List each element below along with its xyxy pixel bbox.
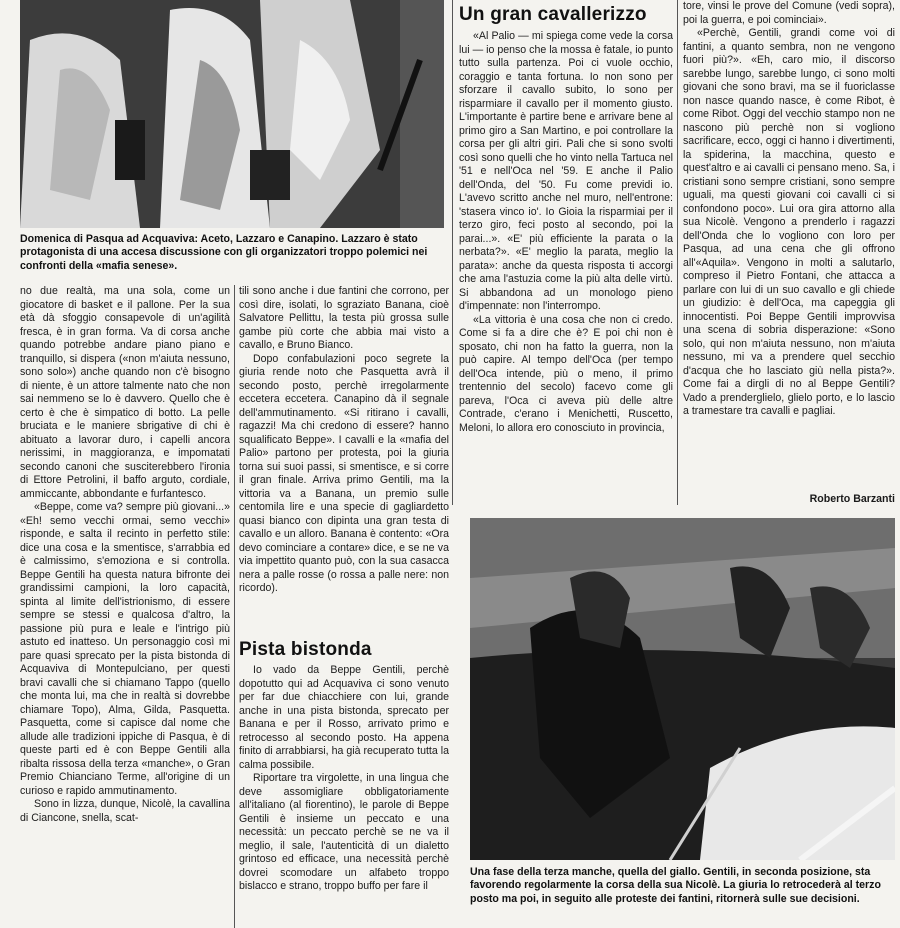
column-divider	[677, 0, 678, 505]
bottom-photo	[470, 518, 895, 860]
paragraph: no due realtà, ma una sola, come un giocatore di basket e il pallone. Per la sua età dà sfoggio consapevole di un'agilità fresca, è in gran forma. Va di corsa anche quando potrebbe andare piano piano e tranquillo, si dispera («non m'aiuta nessuno, sono solo») anche quando non c'è bisogno di niente, è un attore talmente nato che non sai nemmeno se lo è davvero. Quello che è certo è che è simpatico di botto. La pelle bruciata e le maniere sbrigative di chi è abituato a lavorar duro, i capelli ancora nerissimi, in maggioranza, e impomatati secondo canoni che susciterebbero l'ironia di Ettore Petrolini, il baffo arguto, cordiale, ammiccante, abbondante e furfantesco.	[20, 285, 230, 500]
photo-horse-race-image	[470, 518, 895, 860]
article-column-2-top	[239, 285, 449, 630]
paragraph: Sono in lizza, dunque, Nicolè, la cavallina di Ciancone, snella, scat-	[20, 798, 230, 824]
paragraph: «Al Palio — mi spiega come vede la corsa lui — io penso che la mossa è fatale, io punto tutto sulla partenza. Poi ci vuole occhio, coraggio e tanta fortuna. Io non sono per sforzare il cavallo subito, lo sono per risparmiare il cavallo per il momento giusto. L'importante è partire bene e arrivare bene al primo giro a San Martino, e poi controllare la corsa per gli altri giri. Pali che si sono svolti così sono quelli che ho vinto nella Tartuca nel '51 e nell'Oca nel '59. E anche il Palio dell'Onda, del '50. Fu come previdi io. L'avevo scritto anche nel muro, nell'entrone: 'stasera vinco io'. Io Gioia la risparmiai per il terzo giro, feci posto al secondo, poi la parai...». «E' più efficiente la parata o la nerbata?». «E' meglio la parata, meglio la parata»: anche da questa risposta ti accorgi che ama l'astuzia come la più alta delle virtù. Si abbandona ad un monologo pieno d'impennate: non l'interrompo.	[459, 30, 673, 312]
bottom-photo-caption: Una fase della terza manche, quella del giallo. Gentili, in seconda posizione, sta favorendo regolarmente la corsa della sua Nicolè. La giuria lo retrocederà al terzo posto ma poi, in seguito alle proteste dei fantini, ritornerà sulle sue decisioni.	[470, 866, 881, 905]
paragraph: «Beppe, come va? sempre più giovani...» «Eh! semo vecchi ormai, semo vecchi» risponde, e salta il recinto in perfetto stile: dice una cosa e la smentisce, s'arrabbia ed è calmissimo, s'emoziona e si controlla. Beppe Gentili ha questa natura bifronte dei grandissimi campioni, la loro capacità, spinta al limite dell'istrionismo, di essere sempre se stessi e qualcosa d'altro, la passione più pura e leale e l'intrigo più astuto ed inatteso. Un personaggio così mi pare quasi sprecato per la pista bistonda di Acquaviva di Montepulciano, per questi bravi cavalli che si chiamano Tappo (quello che monta lui, ma che in realtà si dovrebbe chiamare Topo), Alma, Gilda, Pasquetta. Pasquetta, come si capisce dal nome che allude alle tradizioni ippiche di Pasqua, è di queste parti ed è con Beppe Gentili alla ribalta rissosa della terza «manche», o Gran Premio Chianciano Terme, all'origine di un curioso e rapido ammutinamento.	[20, 501, 230, 797]
article-column-2-bottom	[239, 664, 449, 928]
paragraph: Dopo confabulazioni poco segrete la giuria rende noto che Pasquetta avrà il secondo posto, perchè irregolarmente eccetera eccetera. Canapino dà il segnale dell'ammutinamento. «Si ritirano i cavalli, ragazzi! Ma chi credono di essere? hanno squalificato Beppe». I cavalli e la «mafia del Palio» partono per protesta, poi la giuria torna sui suoi passi, si smentisce, e si corre il gran finale. Arriva primo Gentili, ma la vittoria va a Banana, un premio sulle centomila lire e una specie di gagliardetto quasi bianco con dipinta una gran testa di cavallo e un alloro. Banana è contento: «Ora devo cominciare a contare» dice, e se ne va via impettito quanto può, con la sua casacca nera a palle rosse (o rossa a palle nere: non ricordo).	[239, 352, 449, 594]
top-photo-caption: Domenica di Pasqua ad Acquaviva: Aceto, Lazzaro e Canapino. Lazzaro è stato protagonista di una accesa discussione con gli organizzatori troppo polemici nei confronti della «mafia senese».	[20, 233, 428, 272]
top-photo	[20, 0, 444, 228]
paragraph: Io vado da Beppe Gentili, perchè dopotutto qui ad Acquaviva ci sono venuto per far due chiacchiere con lui, grande anche in una pista bistonda, sprecato per Banana e per il Rosso, arrivato primo e retrocesso al secondo posto. Ha appena finito di arrabbiarsi, ha già recuperato tutta la calma possibile.	[239, 664, 449, 771]
article-column-4	[683, 0, 895, 480]
paragraph: «Perchè, Gentili, grandi come voi di fantini, a quanto sembra, non ne vengono fuori più?». «Eh, caro mio, il discorso sarebbe lungo, sarebbe lungo, ci sono molti giovani che sono bravi, ma se il fuoriclasse non nasce quando nasce, è come Ribot, è come Ribot. Oggi del vecchio stampo non ne nascono più perchè non si vogliono sacrificare, ecco, oggi ci hanno i divertimenti, la spiderina, la macchina, questo e quest'altro e ai cavalli ci pensano meno. Sa, i cristiani sono sempre cristiani, sono sempre uguali, ma questi giovani coi cavalli ci si confondono poco». Lui ora gira attorno alla sua Nicolè. Vengono a prenderlo i ragazzi dell'Onda che lo vogliono con loro per Pasqua, ad una cena che gli offrono all'«Aquila». Vengono in molti a salutarlo, compreso il Pietro Fontani, che attacca a parlare con lui di un suo cavallo e gli chiede un giudizio: è dell'Oca, ma capeggia gli innocentisti. Poi Beppe Gentili improvvisa una scena di sobria disperazione: «Sono solo, qui non m'aiuta nessuno, non m'aiuta nessuno, mi va a prendere quel secchio d'acqua che ho lasciato giù nella pista?». Come fai a dirgli di no al Beppe Gentili? Vado a prenderglielo, glielo porto, e lo lascio a tramestare tra cavalli e pagliai.	[683, 27, 895, 417]
column-divider	[234, 285, 235, 928]
article-column-3	[459, 30, 673, 508]
paragraph: tili sono anche i due fantini che corrono, per così dire, isolati, lo sgraziato Banana, cioè Salvatore Pellittu, la testa più grossa sulle gambe più corte che abbia mai visto a cavallo, e Bruno Bianco.	[239, 285, 449, 351]
paragraph: tore, vinsi le prove del Comune (vedi sopra), poi la guerra, e poi cominciai».	[683, 0, 895, 26]
section-heading-pista-bistonda: Pista bistonda	[239, 639, 372, 660]
paragraph: «La vittoria è una cosa che non ci credo. Come si fa a dire che è? E poi chi non è sposato, chi non ha fatto la guerra, non la può capire. Al tempo dell'Oca (per tempo dell'Oca intende, più o meno, il primo trentennio del secolo) facevo come gli pareva, l'Oca ci aveva più delle altre Contrade, c'erano i Menichetti, Ruscetto, Meloni, lo allora ero conosciuto in provincia,	[459, 313, 673, 434]
article-column-1	[20, 285, 230, 928]
column-divider	[452, 0, 453, 505]
section-heading-gran-cavallerizzo: Un gran cavallerizzo	[459, 4, 647, 25]
photo-horsemen-image	[20, 0, 444, 228]
paragraph: Riportare tra virgolette, in una lingua che deve assomigliare obbligatoriamente all'italiano (al fiorentino), le parole di Beppe Gentili è insieme un peccato e una necessità: un peccato perchè se ne va il meglio, il sale, l'autenticità di un dialetto grintoso ed efficace, una necessità perchè dovrei scomodare un alfabeto troppo bislacco e strano, troppo buffo per fare il	[239, 772, 449, 892]
article-signature: Roberto Barzanti	[809, 493, 895, 505]
